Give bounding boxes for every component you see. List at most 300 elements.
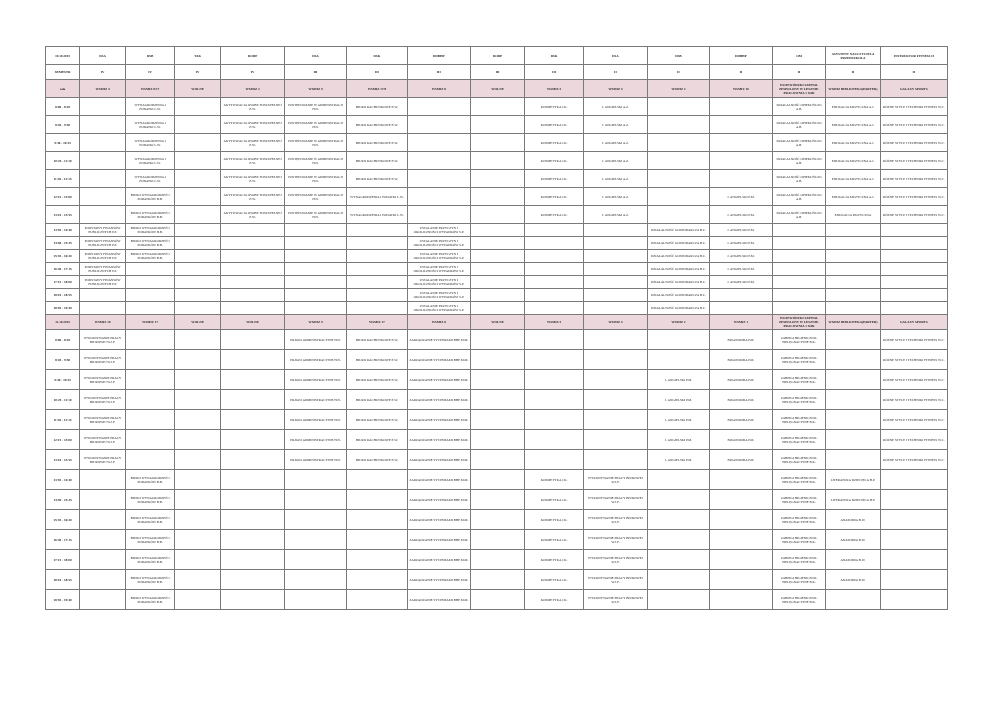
row-label-cell: 8:45 - 9:30 xyxy=(46,116,80,134)
schedule-cell: PRAWO ADMINISTRACYJNE H.N. xyxy=(285,370,347,390)
schedule-cell: ZARZĄDZANIE SYSTEMAMI BHP M.M. xyxy=(407,510,470,530)
schedule-cell xyxy=(285,224,347,237)
schedule-cell xyxy=(470,530,524,550)
row-label-cell: 16:30 - 17:15 xyxy=(46,530,80,550)
schedule-cell: ZARZĄDZANIE SYSTEMAMI BHP M.M. xyxy=(407,550,470,570)
schedule-cell: DODP xyxy=(470,47,524,65)
schedule-cell xyxy=(407,98,470,116)
schedule-cell xyxy=(470,430,524,450)
schedule-cell: II xyxy=(826,65,880,80)
schedule-cell xyxy=(647,590,709,610)
row-label-cell: 10.10.2015 xyxy=(46,47,80,65)
schedule-cell: POSTĘPOWANIE W ADMINISTRACJI H.N. xyxy=(285,188,347,206)
row-label-cell: 15:35 - 16:20 xyxy=(46,510,80,530)
schedule-cell xyxy=(709,302,772,315)
schedule-cell: IV xyxy=(126,65,175,80)
row-label-cell: 11:30 - 12:15 xyxy=(46,410,80,430)
schedule-cell xyxy=(285,302,347,315)
schedule-cell: DSA xyxy=(583,47,647,65)
schedule-cell: WSMIZ BIBLIOTEKA(PARTER) xyxy=(826,315,880,330)
schedule-cell: KOSMETYKA J.K. xyxy=(525,116,584,134)
schedule-cell xyxy=(647,530,709,550)
schedule-cell xyxy=(525,289,584,302)
schedule-cell xyxy=(470,330,524,350)
time-slot-row xyxy=(46,430,948,450)
time-slot-row xyxy=(46,530,948,550)
schedule-cell xyxy=(126,302,175,315)
schedule-cell: POSTĘPOWANIE W ADMINISTRACJI H.N. xyxy=(285,152,347,170)
schedule-cell xyxy=(175,330,221,350)
schedule-cell xyxy=(880,470,947,490)
schedule-cell xyxy=(285,263,347,276)
schedule-cell xyxy=(709,152,772,170)
schedule-cell xyxy=(709,116,772,134)
schedule-cell xyxy=(525,276,584,289)
schedule-cell xyxy=(175,224,221,237)
schedule-cell: WSMIZ 8/17 xyxy=(126,80,175,98)
schedule-cell xyxy=(880,224,947,237)
schedule-cell: J. ANGIELSKI A.Z. xyxy=(583,98,647,116)
schedule-cell xyxy=(525,370,584,390)
schedule-cell xyxy=(880,570,947,590)
schedule-cell: PRAWO ADMINISTRACYJNE H.N. xyxy=(285,430,347,450)
row-label-cell: 13:10 - 13:55 xyxy=(46,450,80,470)
schedule-cell: POSTĘPOWANIE W ADMINISTRACJI H.N. xyxy=(285,134,347,152)
schedule-cell: BIURO RACHUNKOWE E.W. xyxy=(346,170,407,188)
schedule-cell: III xyxy=(346,65,407,80)
schedule-cell xyxy=(80,170,126,188)
schedule-cell: J. ANGIELSKI A.Z. xyxy=(583,170,647,188)
schedule-cell xyxy=(470,116,524,134)
schedule-cell xyxy=(221,410,285,430)
schedule-cell: AKTYWIZACJA OSOBY POSZUPEŁNEJ E.W. xyxy=(221,170,285,188)
schedule-cell xyxy=(470,237,524,250)
schedule-cell: AKTYWIZACJA OSOBY POSZUPEŁNEJ E.W. xyxy=(221,134,285,152)
schedule-cell xyxy=(407,134,470,152)
schedule-cell: DODP xyxy=(221,47,285,65)
schedule-cell: J. ANGIELSKI A.Z. xyxy=(583,188,647,206)
schedule-cell xyxy=(583,330,647,350)
schedule-cell: ZARZĄDZANIE SYSTEMAMI BHP M.M. xyxy=(407,390,470,410)
schedule-cell: RÓŻNE STYLE I TECHNIKI FITNESS W.C. xyxy=(880,330,947,350)
row-label-cell: SEMESTR xyxy=(46,65,80,80)
schedule-cell xyxy=(470,250,524,263)
schedule-cell: WSMIZ 4 xyxy=(80,80,126,98)
schedule-cell: POSTĘPOWANIE W ADMINISTRACJI H.N. xyxy=(285,206,347,224)
schedule-cell xyxy=(647,206,709,224)
schedule-cell: WSMIZ 17 xyxy=(346,315,407,330)
row-label-cell: 17:15 - 18:00 xyxy=(46,550,80,570)
schedule-cell: WYKONYWANIE PRACY BIUROWEJ W.J.F. xyxy=(80,430,126,450)
schedule-cell: KOSMETYKA J.K. xyxy=(525,510,584,530)
schedule-cell xyxy=(583,370,647,390)
schedule-cell xyxy=(346,276,407,289)
schedule-cell xyxy=(285,237,347,250)
time-slot-row xyxy=(46,116,948,134)
schedule-cell xyxy=(826,289,880,302)
schedule-cell: USTALANIE PRZYCZYN I OKOLICZNOŚCI WYPADKÓW S.P. xyxy=(407,276,470,289)
schedule-cell xyxy=(772,289,825,302)
schedule-cell: BIURO WYNAGRODZEŃ I PODATKÓW B.B. xyxy=(126,590,175,610)
schedule-cell: KOSMETYKA J.K. xyxy=(525,590,584,610)
schedule-cell xyxy=(880,250,947,263)
schedule-cell: DZIAŁALNOŚĆ OPIEKUŃCZO A.B. xyxy=(772,98,825,116)
schedule-cell xyxy=(880,263,947,276)
schedule-cell: DZIAŁALNOŚĆ OPIEKUŃCZO A.B. xyxy=(772,116,825,134)
schedule-cell: KOSMETYKA J.K. xyxy=(525,490,584,510)
schedule-cell: WSMIZ 8 xyxy=(407,315,470,330)
schedule-cell xyxy=(221,570,285,590)
schedule-cell: ERGONOMIA P.M. xyxy=(709,330,772,350)
schedule-cell xyxy=(221,263,285,276)
schedule-cell: ZABIEGI HIGIENICZNO-PIELĘGNACYJNE B.K. xyxy=(772,530,825,550)
schedule-cell xyxy=(175,450,221,470)
row-label-cell: 18:10 - 18:55 xyxy=(46,570,80,590)
schedule-cell xyxy=(826,450,880,470)
schedule-cell: RÓŻNE STYLE I TECHNIKI FITNESS W.C. xyxy=(880,152,947,170)
schedule-cell: WYNAGRODZENIA I PODATKI L.W. xyxy=(126,152,175,170)
time-slot-row xyxy=(46,98,948,116)
schedule-cell: ZABIEGI HIGIENICZNO-PIELĘGNACYJNE B.K. xyxy=(772,510,825,530)
schedule-cell xyxy=(285,470,347,490)
schedule-cell xyxy=(346,510,407,530)
schedule-cell: J. ANGIELSKI A.Z. xyxy=(583,116,647,134)
schedule-cell: WYNAGRODZENIA I PODATKI L.W. xyxy=(346,206,407,224)
schedule-table xyxy=(45,46,948,610)
schedule-cell xyxy=(221,250,285,263)
schedule-cell xyxy=(80,470,126,490)
schedule-cell xyxy=(221,330,285,350)
schedule-cell xyxy=(285,590,347,610)
schedule-cell xyxy=(175,510,221,530)
schedule-cell xyxy=(80,116,126,134)
schedule-cell xyxy=(80,490,126,510)
schedule-cell: ZABIEGI HIGIENICZNO-PIELĘGNACYJNE B.K. xyxy=(772,330,825,350)
schedule-cell xyxy=(583,237,647,250)
row-label-cell: 8:00 - 8:45 xyxy=(46,330,80,350)
schedule-cell xyxy=(470,570,524,590)
schedule-cell xyxy=(175,170,221,188)
schedule-cell xyxy=(221,370,285,390)
schedule-cell xyxy=(80,188,126,206)
schedule-cell xyxy=(826,390,880,410)
schedule-cell: J. ANGIELSKI P.M. xyxy=(709,237,772,250)
schedule-cell: USTALANIE PRZYCZYN I OKOLICZNOŚCI WYPADKÓW S.P. xyxy=(407,237,470,250)
schedule-cell: WYKONYWANIE PRACY BIUROWEJ W.J.F. xyxy=(80,450,126,470)
schedule-cell: RÓŻNE STYLE I TECHNIKI FITNESS W.C. xyxy=(880,450,947,470)
schedule-cell: ZABIEGI HIGIENICZNO-PIELĘGNACYJNE B.K. xyxy=(772,550,825,570)
schedule-cell: WYNAGRODZENIA I PODATKI L.W. xyxy=(126,116,175,134)
time-slot-row xyxy=(46,390,948,410)
schedule-cell: EDUKACJA MUZYCZNA A.J. xyxy=(826,116,880,134)
schedule-cell: II xyxy=(709,65,772,80)
schedule-cell xyxy=(126,330,175,350)
schedule-cell: ZARZĄDZANIE SYSTEMAMI BHP M.M. xyxy=(407,450,470,470)
schedule-cell: KOSMETYKA J.K. xyxy=(525,188,584,206)
time-slot-row xyxy=(46,224,948,237)
schedule-cell xyxy=(221,470,285,490)
schedule-cell: EDUKACJA MUZYCZNA A.J. xyxy=(826,152,880,170)
schedule-cell xyxy=(80,570,126,590)
schedule-cell: PRAWO ADMINISTRACYJNE H.N. xyxy=(285,410,347,430)
schedule-cell: DZIAŁALNOŚĆ OPIEKUŃCZO A.B. xyxy=(772,152,825,170)
schedule-cell: ZARZĄDZANIE SYSTEMAMI BHP M.M. xyxy=(407,330,470,350)
schedule-cell xyxy=(525,250,584,263)
schedule-cell xyxy=(525,263,584,276)
schedule-cell: J. ANGIELSKI A.Z. xyxy=(583,206,647,224)
schedule-cell xyxy=(221,390,285,410)
schedule-cell: WYKONYWANIE PRACY BIUROWEJ W.J.F. xyxy=(583,570,647,590)
schedule-cell: BIURO RACHUNKOWE E.W. xyxy=(346,152,407,170)
schedule-cell: DZIAŁALNOŚĆ GOSPODARCZA B.C. xyxy=(647,250,709,263)
schedule-cell: ZABIEGI HIGIENICZNO-PIELĘGNACYJNE B.K. xyxy=(772,410,825,430)
schedule-cell xyxy=(80,152,126,170)
schedule-cell: ZABIEGI HIGIENICZNO-PIELĘGNACYJNE B.K. xyxy=(772,450,825,470)
schedule-cell xyxy=(709,98,772,116)
schedule-cell: LITERATURA DZIECIĘCA H.P. xyxy=(826,470,880,490)
schedule-cell: III xyxy=(470,65,524,80)
schedule-cell: WOJEWÓDZKI SZPITAL ZESPOLONY W LESZNIE- PRACOWNIA 1 SOR xyxy=(772,315,825,330)
schedule-cell xyxy=(221,237,285,250)
schedule-cell: TAK xyxy=(175,47,221,65)
schedule-cell: DZIAŁALNOŚĆ OPIEKUŃCZO A.B. xyxy=(772,134,825,152)
schedule-cell: WYKONYWANIE PRACY BIUROWEJ W.J.F. xyxy=(80,410,126,430)
schedule-cell: WSMIZ 8 xyxy=(407,80,470,98)
time-slot-row xyxy=(46,450,948,470)
schedule-cell xyxy=(285,276,347,289)
schedule-cell xyxy=(175,206,221,224)
schedule-cell xyxy=(880,289,947,302)
schedule-cell xyxy=(221,224,285,237)
schedule-cell: II xyxy=(583,65,647,80)
schedule-cell xyxy=(285,530,347,550)
schedule-cell: INSTRUKTOR FITNESS II xyxy=(880,47,947,65)
schedule-cell xyxy=(647,170,709,188)
schedule-cell xyxy=(346,224,407,237)
row-label-cell: 11.10.2015 xyxy=(46,315,80,330)
schedule-cell: III xyxy=(285,65,347,80)
row-label-cell: 17:15 - 18:00 xyxy=(46,276,80,289)
schedule-cell: ZARZĄDZANIE SYSTEMAMI BHP M.M. xyxy=(407,410,470,430)
schedule-cell: WSMIZ 10 xyxy=(709,80,772,98)
schedule-cell: BIURO WYNAGRODZEŃ I PODATKÓW B.B. xyxy=(126,224,175,237)
schedule-cell xyxy=(583,350,647,370)
schedule-cell: WSMIZ 17 xyxy=(126,315,175,330)
schedule-cell xyxy=(826,250,880,263)
schedule-cell: BIURO WYNAGRODZEŃ I PODATKÓW B.B. xyxy=(126,206,175,224)
schedule-cell xyxy=(826,263,880,276)
row-label-cell: sala xyxy=(46,80,80,98)
schedule-cell: IV xyxy=(80,65,126,80)
schedule-cell: ZARZĄDZANIE SYSTEMAMI BHP M.M. xyxy=(407,530,470,550)
schedule-cell xyxy=(221,510,285,530)
schedule-cell: WSMIZ 4 xyxy=(583,80,647,98)
schedule-cell xyxy=(470,206,524,224)
schedule-cell: J. ANGIELSKI A.Z. xyxy=(583,134,647,152)
schedule-cell xyxy=(175,237,221,250)
time-slot-row xyxy=(46,263,948,276)
schedule-cell: WYKONYWANIE PRACY BIUROWEJ W.J.F. xyxy=(583,530,647,550)
schedule-cell xyxy=(826,350,880,370)
schedule-cell xyxy=(772,250,825,263)
schedule-cell xyxy=(126,430,175,450)
date-row-day2 xyxy=(46,315,948,330)
row-label-cell: 9:40 - 10:25 xyxy=(46,370,80,390)
schedule-cell xyxy=(709,289,772,302)
time-slot-row xyxy=(46,490,948,510)
schedule-cell: WOLNE xyxy=(470,315,524,330)
schedule-cell xyxy=(880,237,947,250)
schedule-cell: WYKONYWANIE PRACY BIUROWEJ W.J.F. xyxy=(80,330,126,350)
schedule-cell: RÓŻNE STYLE I TECHNIKI FITNESS W.C. xyxy=(880,134,947,152)
schedule-cell xyxy=(880,510,947,530)
schedule-cell: WSMIZ 17/8 xyxy=(346,80,407,98)
schedule-cell xyxy=(647,152,709,170)
row-label-cell: 8:00 - 8:45 xyxy=(46,98,80,116)
time-slot-row xyxy=(46,350,948,370)
schedule-cell: BIURO RACHUNKOWE E.W. xyxy=(346,98,407,116)
schedule-cell: BIURO WYNAGRODZEŃ I PODATKÓW B.B. xyxy=(126,490,175,510)
schedule-cell xyxy=(709,510,772,530)
schedule-cell xyxy=(221,450,285,470)
schedule-cell: BIURO RACHUNKOWE E.W. xyxy=(346,350,407,370)
schedule-cell: II xyxy=(772,65,825,80)
schedule-cell xyxy=(583,250,647,263)
schedule-cell xyxy=(175,276,221,289)
schedule-cell: ZABIEGI HIGIENICZNO-PIELĘGNACYJNE B.K. xyxy=(772,470,825,490)
schedule-cell xyxy=(407,116,470,134)
schedule-cell xyxy=(175,134,221,152)
schedule-cell xyxy=(525,237,584,250)
schedule-cell xyxy=(285,510,347,530)
schedule-cell: WYNAGRODZENIA I PODATKI L.W. xyxy=(126,170,175,188)
schedule-cell xyxy=(175,152,221,170)
row-label-cell: 18:55 - 19:40 xyxy=(46,302,80,315)
schedule-cell: DZIAŁALNOŚĆ GOSPODARCZA B.C. xyxy=(647,302,709,315)
schedule-cell xyxy=(709,570,772,590)
schedule-cell: PODSTAWY FINANSÓW PUBLICZNYCH P.P. xyxy=(80,224,126,237)
schedule-cell xyxy=(221,302,285,315)
schedule-cell: DSB xyxy=(647,47,709,65)
schedule-cell xyxy=(285,250,347,263)
schedule-cell: AKTYWIZACJA OSOBY POSZUPEŁNEJ E.W. xyxy=(221,116,285,134)
schedule-cell: J. ANGIELSKI P.M. xyxy=(709,276,772,289)
schedule-cell: II xyxy=(647,65,709,80)
schedule-cell xyxy=(470,289,524,302)
schedule-cell xyxy=(826,430,880,450)
schedule-cell xyxy=(470,224,524,237)
schedule-cell xyxy=(175,370,221,390)
schedule-cell: WSMIZ 4 xyxy=(583,315,647,330)
schedule-cell: WYKONYWANIE PRACY BIUROWEJ W.J.F. xyxy=(80,390,126,410)
schedule-cell xyxy=(470,510,524,530)
schedule-cell xyxy=(583,390,647,410)
schedule-cell: II xyxy=(880,65,947,80)
schedule-cell: OM xyxy=(772,47,825,65)
schedule-cell xyxy=(583,410,647,430)
schedule-cell xyxy=(175,289,221,302)
schedule-cell: J. ANGIELSKI P.M. xyxy=(647,410,709,430)
schedule-cell xyxy=(525,330,584,350)
schedule-cell: RÓŻNE STYLE I TECHNIKI FITNESS W.C. xyxy=(880,350,947,370)
schedule-cell: RÓŻNE STYLE I TECHNIKI FITNESS W.C. xyxy=(880,98,947,116)
schedule-cell: POSTĘPOWANIE W ADMINISTRACJI H.N. xyxy=(285,116,347,134)
schedule-cell xyxy=(407,188,470,206)
schedule-cell xyxy=(647,570,709,590)
schedule-cell xyxy=(470,410,524,430)
schedule-cell: ZARZĄDZANIE SYSTEMAMI BHP M.M. xyxy=(407,370,470,390)
schedule-cell: III xyxy=(407,65,470,80)
row-label-cell: 13:55 - 14:40 xyxy=(46,470,80,490)
schedule-cell xyxy=(470,390,524,410)
schedule-cell xyxy=(126,410,175,430)
schedule-cell: J. ANGIELSKI P.M. xyxy=(647,390,709,410)
schedule-cell xyxy=(583,276,647,289)
schedule-cell xyxy=(80,510,126,530)
row-label-cell: 12:15 - 13:00 xyxy=(46,430,80,450)
schedule-cell: ZARZĄDZANIE SYSTEMAMI BHP M.M. xyxy=(407,470,470,490)
schedule-cell xyxy=(80,302,126,315)
schedule-cell xyxy=(525,410,584,430)
schedule-cell: ZABIEGI HIGIENICZNO-PIELĘGNACYJNE B.K. xyxy=(772,570,825,590)
schedule-cell xyxy=(470,263,524,276)
schedule-cell xyxy=(709,590,772,610)
schedule-cell xyxy=(880,302,947,315)
schedule-cell xyxy=(346,590,407,610)
schedule-cell xyxy=(80,530,126,550)
schedule-cell: DZIAŁALNOŚĆ GOSPODARCZA B.C. xyxy=(647,237,709,250)
schedule-cell: WSMIZ 9 xyxy=(285,80,347,98)
schedule-cell xyxy=(175,188,221,206)
schedule-cell xyxy=(880,490,947,510)
schedule-cell: KOSMETYKA J.K. xyxy=(525,98,584,116)
schedule-cell xyxy=(175,390,221,410)
schedule-cell: WSMIZ 5 xyxy=(525,315,584,330)
schedule-cell xyxy=(470,276,524,289)
schedule-cell: WSMIZ 2 xyxy=(647,80,709,98)
schedule-cell xyxy=(647,550,709,570)
schedule-cell xyxy=(772,263,825,276)
schedule-cell xyxy=(583,450,647,470)
schedule-cell xyxy=(880,276,947,289)
schedule-cell xyxy=(346,550,407,570)
schedule-cell: EDUKACJA MUZYCZNA A.J. xyxy=(826,98,880,116)
schedule-cell: DZIAŁALNOŚĆ GOSPODARCZA B.C. xyxy=(647,224,709,237)
schedule-cell: ERGONOMIA P.M. xyxy=(709,450,772,470)
schedule-cell: DDBHP xyxy=(407,47,470,65)
schedule-cell: WSMIZ BIBLIOTEKA(PARTER) xyxy=(826,80,880,98)
schedule-cell: ZARZĄDZANIE SYSTEMAMI BHP M.M. xyxy=(407,590,470,610)
schedule-cell: BIURO WYNAGRODZEŃ I PODATKÓW B.B. xyxy=(126,530,175,550)
schedule-cell xyxy=(407,152,470,170)
schedule-cell: WSMIZ 2 xyxy=(221,80,285,98)
schedule-cell xyxy=(175,430,221,450)
schedule-cell: AKTYWIZACJA OSOBY POSZUPEŁNEJ E.W. xyxy=(221,206,285,224)
schedule-cell xyxy=(175,490,221,510)
schedule-cell: DSK xyxy=(525,47,584,65)
schedule-cell xyxy=(175,250,221,263)
schedule-cell: RÓŻNE STYLE I TECHNIKI FITNESS W.C. xyxy=(880,116,947,134)
schedule-cell: ERGONOMIA P.M. xyxy=(709,350,772,370)
schedule-cell xyxy=(175,570,221,590)
schedule-cell: WOLNE xyxy=(175,315,221,330)
schedule-cell xyxy=(647,116,709,134)
schedule-cell xyxy=(126,289,175,302)
schedule-cell xyxy=(583,289,647,302)
schedule-cell xyxy=(175,530,221,550)
schedule-cell: POSTĘPOWANIE W ADMINISTRACJI H.N. xyxy=(285,98,347,116)
schedule-cell: USTALANIE PRZYCZYN I OKOLICZNOŚCI WYPADKÓW S.P. xyxy=(407,263,470,276)
